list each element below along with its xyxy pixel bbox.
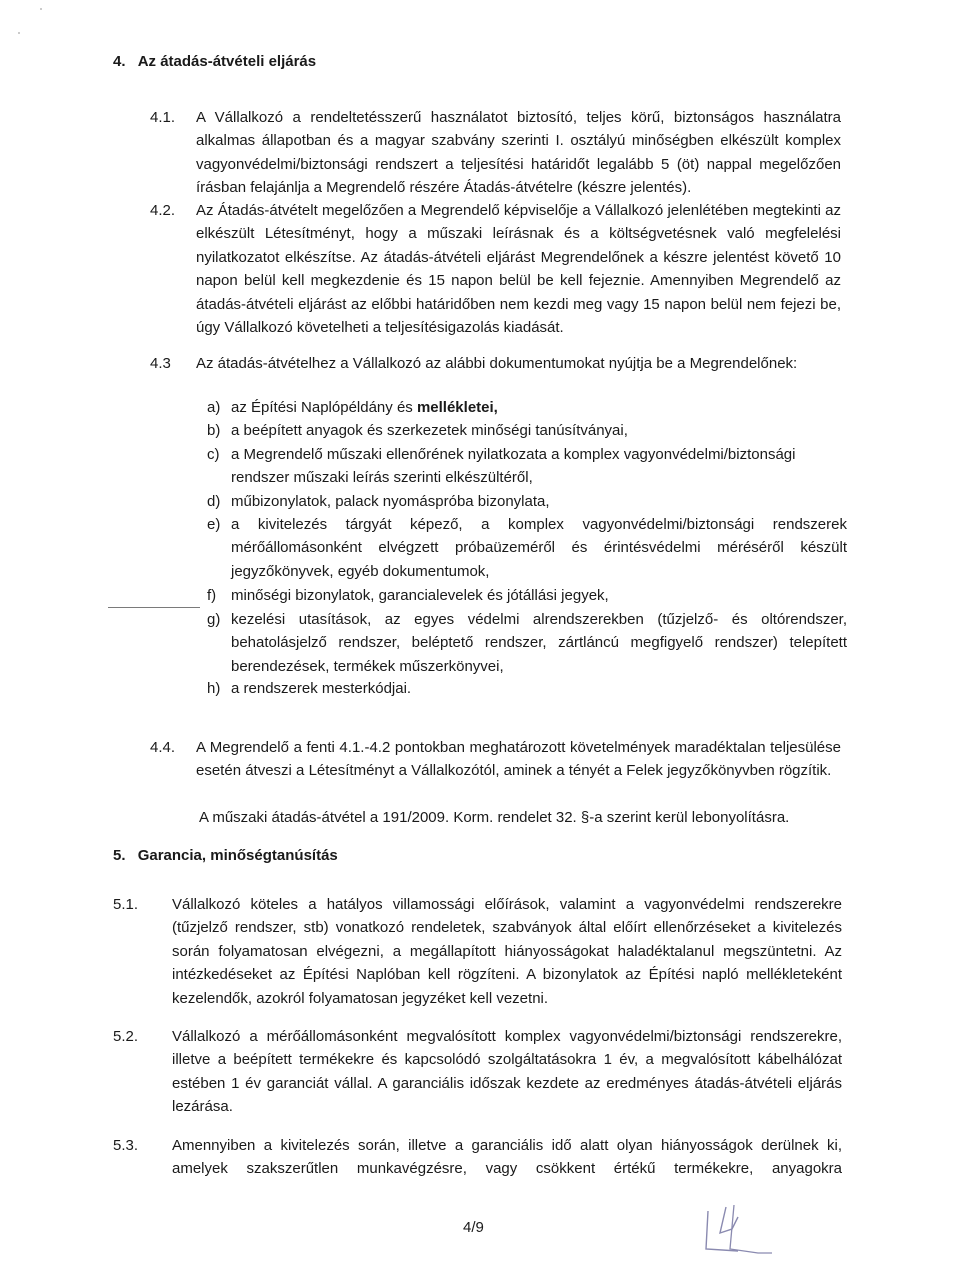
list-label: a) [207,399,221,416]
paragraph-number: 4.2. [150,202,176,219]
paragraph-5-3 [172,1134,842,1181]
list-label: e) [207,516,221,533]
section-title: Garancia, minőségtanúsítás [137,847,338,864]
paragraph-text: Az Átadás-átvételt megelőzően a Megrendelő képviselője a Vállalkozó jelenlétében megtekinti az elkészült Létesítményt, hogy a műszaki leírásnak és a költségvetésnek való megfelelési nyilatkozatot elkészítse. Az átadás-átvételi eljárást Megrendelőnek a készre jelentést követő 10 napon belül kell megkezdenie és 15 napon belül be kell fejeznie. Amennyiben Megrendelő az átadás-átvételi eljárást az előbbi határidőben nem kezdi meg vagy 15 napon belül nem fejezi be, úgy Vállalkozó követelheti a teljesítésigazolás kiadását. [196,202,841,337]
list-text-bold: mellékletei, [416,399,498,416]
paragraph-4-2 [196,199,841,339]
paragraph-text: A Vállalkozó a rendeltetésszerű használatot biztosító, teljes körű, biztonságos használatra alkalmas állapotban és a magyar szabvány szerinti I. osztályú minőségben elkészült komplex vagyonvédelmi/biztonsági rendszert a teljesítési határidőt legalább 5 (öt) nappal megelőzően írásban felajánlja a Megrendelő részére Átadás-átvételre (készre jelentés). [196,109,841,197]
list-text: a beépített anyagok és szerkezetek minőségi tanúsítványai, [231,422,628,439]
paragraph-text: Vállalkozó a mérőállomásonként megvalósított komplex vagyonvédelmi/biztonsági rendszerekre, illetve a beépített termékekre és kapcsolódó szolgáltatásokra 1 év, a megvalósított kábelhálózat estében 1 év garanciát vállal. A garanciális időszak kezdete az eredményes átadás-átvételi eljárás lezárása. [172,1028,842,1116]
list-text: a Megrendelő műszaki ellenőrének nyilatkozata a komplex vagyonvédelmi/biztonsági rendszer műszaki leírás szerinti elkészültéről, [231,446,796,487]
page-number: 4/9 [463,1219,484,1236]
paragraph-4-4-continued [199,806,844,829]
list-text: a rendszerek mesterkódjai. [231,680,412,697]
paragraph-number: 4.4. [150,739,176,756]
list-label: g) [207,611,221,628]
scan-speck [40,8,42,10]
list-text [231,396,847,419]
list-text: a kivitelezés tárgyát képező, a komplex vagyonvédelmi/biztonsági rendszerek mérőállomásonként elvégzett próbaüzeméről és érintésvédelmi méréséről készült jegyzőkönyvek, egyéb dokumentumok, [231,516,847,580]
list-text-plain: az Építési Naplópéldány és [231,399,417,416]
section-4-heading [113,52,316,72]
scan-speck [18,32,20,34]
section-5-heading [113,846,338,866]
paragraph-number: 4.3 [150,355,171,372]
paragraph-number: 5.2. [113,1028,139,1045]
paragraph-number: 5.3. [113,1137,139,1154]
list-text: kezelési utasítások, az egyes védelmi alrendszerekben (tűzjelző- és oltórendszer, behatolásjelző rendszer, beléptető rendszer, zártláncú megfigyelő rendszer) telepített berendezések, termékek műszerkönyvei, [231,611,847,675]
paragraph-text: Amennyiben a kivitelezés során, illetve a garanciális idő alatt olyan hiányosságok derülnek ki, amelyek szakszerűtlen munkavégzésre, vagy csökkent értékű termékekre, anyagokra [172,1137,842,1178]
list-text: műbizonylatok, palack nyomáspróba bizonylata, [231,493,550,510]
paragraph-text: Az átadás-átvételhez a Vállalkozó az alábbi dokumentumokat nyújtja be a Megrendelőnek: [196,355,798,372]
list-label: b) [207,422,221,439]
section-title: Az átadás-átvételi eljárás [137,53,317,70]
section-number: 5. [113,847,126,864]
list-label: f) [207,587,217,604]
paragraph-number: 4.1. [150,109,176,126]
list-label: d) [207,493,221,510]
paragraph-4-3 [196,352,841,375]
paragraph-text: A műszaki átadás-átvétel a 191/2009. Korm. rendelet 32. §-a szerint kerül lebonyolításra. [199,809,790,826]
paragraph-text: Vállalkozó köteles a hatályos villamossági előírások, valamint a vagyonvédelmi rendszerekre (tűzjelző rendszer, stb) vonatkozó rendeletek, szabványok által előírt ellenőrzéseket a kivitelezés során folyamatosan elvégezni, a megállapított hiányosságokat haladéktalanul megszüntetni. Az intézkedéseket az Építési Naplóban kell rögzíteni. A bizonylatok az Építési napló mellékleteként kezelendők, azokról folyamatosan jegyzéket kell vezetni. [172,896,842,1007]
paragraph-5-1 [172,893,842,1010]
paragraph-5-2 [172,1025,842,1119]
section-number: 4. [113,53,126,70]
list-label: c) [207,446,220,463]
paragraph-text: A Megrendelő a fenti 4.1.-4.2 pontokban meghatározott követelmények maradéktalan teljesülése esetén átveszi a Létesítményt a Vállalkozótól, aminek a tényét a Felek jegyzőkönyvben rögzítik. [196,739,841,780]
paragraph-number: 5.1. [113,896,139,913]
initials-signature-icon [698,1203,778,1259]
list-text: minőségi bizonylatok, garancialevelek és jótállási jegyek, [231,587,609,604]
paragraph-4-1 [196,106,841,200]
list-label: h) [207,680,221,697]
paragraph-4-4 [196,736,841,783]
scan-mark-line [108,607,200,608]
